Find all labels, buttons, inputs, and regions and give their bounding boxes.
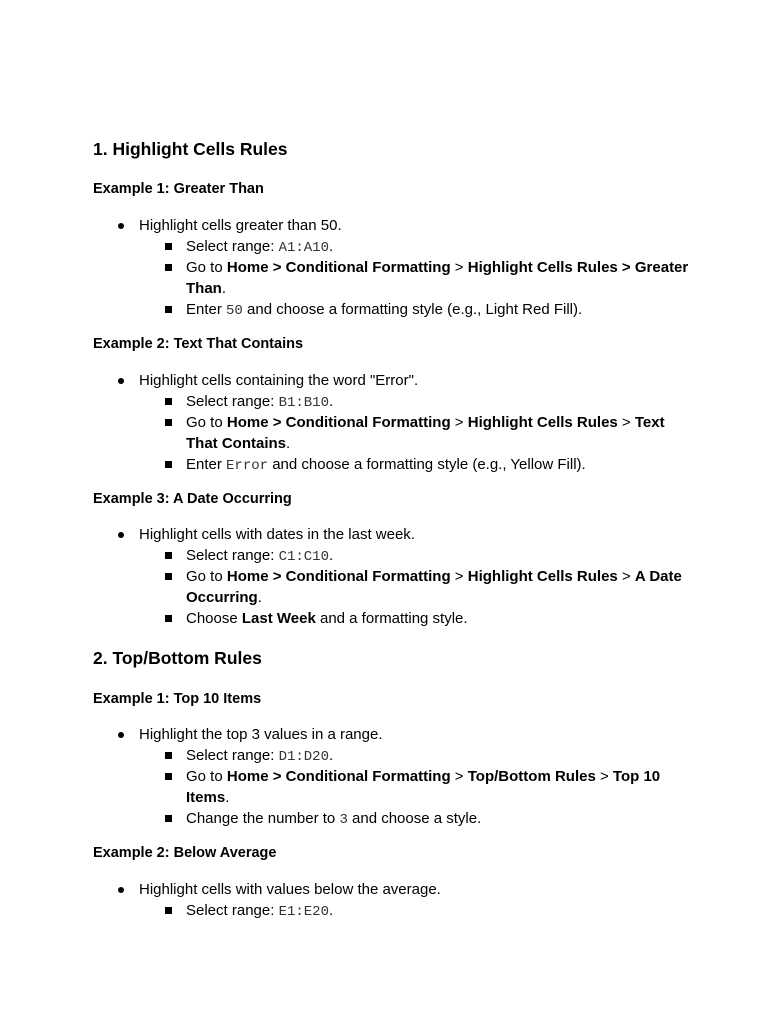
section-heading: 2. Top/Bottom Rules [93,648,262,668]
bullet-square-icon [165,264,172,271]
example-heading: Example 2: Below Average [93,845,277,861]
bullet-square-icon [165,773,172,780]
list-item: Highlight cells with values below the average. [139,879,768,900]
menu-path-target: Greater [634,259,689,276]
step-goto: Go to Home > Conditional Formatting > Highlight Cells Rules > A Date [186,566,768,587]
menu-path-home: Home [226,259,269,276]
menu-path-home: Home [226,414,269,431]
bullet-square-icon [165,461,172,468]
bullet-square-icon [165,752,172,759]
list-item: Highlight cells with dates in the last week. [139,524,768,545]
bullet-square-icon [165,815,172,822]
bullet-dot-icon [118,732,124,738]
bullet-square-icon [165,573,172,580]
list-item: Highlight cells containing the word "Error". [139,370,768,391]
step-select-range: Select range: B1:B10. [186,391,768,414]
step-goto-cont: Occurring. [186,589,262,606]
bullet-square-icon [165,552,172,559]
bullet-square-icon [165,419,172,426]
bullet-dot-icon [118,223,124,229]
step-goto: Go to Home > Conditional Formatting > Top/Bottom Rules > Top 10 [186,766,768,787]
bullet-dot-icon [118,378,124,384]
example-heading: Example 1: Greater Than [93,181,264,197]
menu-path-target: Text [634,414,665,431]
range-code: A1:A10 [278,240,329,256]
step-choose: Choose Last Week and a formatting style. [186,608,768,629]
step-goto-cont: Items. [186,789,230,806]
bullet-square-icon [165,306,172,313]
list-item: Highlight the top 3 values in a range. [139,724,768,745]
menu-path-home: Home [226,768,269,785]
range-code: E1:E20 [278,904,329,920]
range-code: B1:B10 [278,395,329,411]
menu-path-rules: Top/Bottom Rules [467,768,596,785]
range-code: D1:D20 [278,749,329,765]
menu-path-cf: Conditional Formatting [285,414,451,431]
menu-path-cf: Conditional Formatting [285,768,451,785]
menu-path-rules: Highlight Cells Rules [467,259,618,276]
step-change: Change the number to 3 and choose a style. [186,808,768,831]
menu-path-target: Top 10 [612,768,661,785]
step-select-range: Select range: C1:C10. [186,545,768,568]
step-goto-cont: Than. [186,280,227,297]
step-select-range: Select range: A1:A10. [186,236,768,259]
value-code: 3 [339,812,348,828]
bullet-dot-icon [118,532,124,538]
step-enter: Enter 50 and choose a formatting style (e.g., Light Red Fill). [186,299,768,322]
example-heading: Example 1: Top 10 Items [93,691,262,707]
menu-path-cf: Conditional Formatting [285,259,451,276]
section-heading: 1. Highlight Cells Rules [93,139,288,159]
bullet-square-icon [165,615,172,622]
bullet-square-icon [165,907,172,914]
step-goto-cont: That Contains. [186,435,291,452]
menu-path-cf: Conditional Formatting [285,568,451,585]
menu-path-target: A Date [634,568,682,585]
example-heading: Example 3: A Date Occurring [93,491,292,507]
range-code: C1:C10 [278,549,329,565]
step-goto: Go to Home > Conditional Formatting > Highlight Cells Rules > Text [186,412,768,433]
bullet-square-icon [165,398,172,405]
step-enter: Enter Error and choose a formatting style (e.g., Yellow Fill). [186,454,768,477]
menu-path-rules: Highlight Cells Rules [467,568,618,585]
list-item: Highlight cells greater than 50. [139,215,768,236]
step-select-range: Select range: D1:D20. [186,745,768,768]
bullet-dot-icon [118,887,124,893]
step-select-range: Select range: E1:E20. [186,900,768,923]
menu-path-rules: Highlight Cells Rules [467,414,618,431]
example-heading: Example 2: Text That Contains [93,336,304,352]
value-code: Error [226,458,269,474]
step-goto: Go to Home > Conditional Formatting > Highlight Cells Rules > Greater [186,257,768,278]
menu-path-home: Home [226,568,269,585]
value-code: 50 [226,303,243,319]
bullet-square-icon [165,243,172,250]
